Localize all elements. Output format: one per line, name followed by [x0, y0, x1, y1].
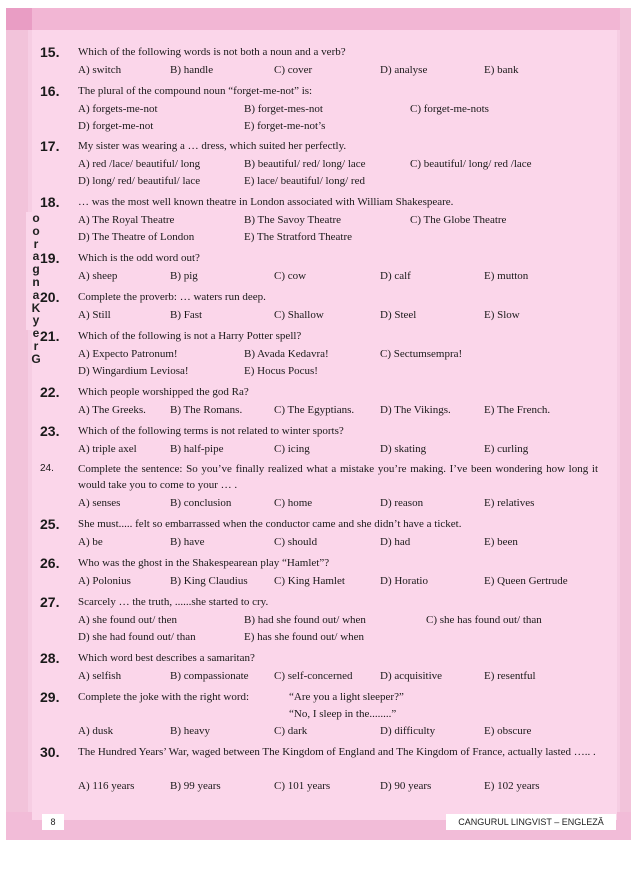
joke-line-1: “Are you a light sleeper?”: [289, 691, 404, 703]
option: D) Wingardium Leviosa!: [78, 365, 189, 377]
options-row: [78, 778, 608, 794]
question-number: 26.: [40, 555, 60, 571]
option: B) The Savoy Theatre: [244, 214, 342, 226]
question-text: Scarcely … the truth, ......she started to cry.: [78, 596, 269, 608]
option: A) Polonius: [78, 575, 131, 587]
option: B) King Claudius: [170, 575, 248, 587]
option: D) long/ red/ beautiful/ lace: [78, 175, 201, 187]
option: A) be: [78, 536, 103, 548]
option: A) switch: [78, 64, 122, 76]
option: C) cover: [274, 64, 313, 76]
question-number: 30.: [40, 744, 60, 760]
option: C) dark: [274, 725, 308, 737]
top-band: [6, 8, 631, 30]
option: A) 116 years: [78, 780, 135, 792]
options-row: [78, 723, 608, 739]
option: D) reason: [380, 497, 424, 509]
question-text: Complete the joke with the right word:: [78, 691, 250, 703]
question-text: Who was the ghost in the Shakespearean play “Hamlet”?: [78, 557, 330, 569]
option: E) The French.: [484, 404, 551, 416]
option: B) half-pipe: [170, 443, 224, 455]
option: C) King Hamlet: [274, 575, 345, 587]
question-text: Which word best describes a samaritan?: [78, 652, 255, 664]
option: B) have: [170, 536, 205, 548]
question-number: 29.: [40, 689, 60, 705]
option: B) Avada Kedavra!: [244, 348, 329, 360]
option: B) 99 years: [170, 780, 221, 792]
option: C) she has found out/ than: [426, 614, 542, 626]
option: E) The Stratford Theatre: [244, 231, 353, 243]
question-text: She must..... felt so embarrassed when the conductor came and she didn’t have a ticket.: [78, 518, 462, 530]
question-number: 25.: [40, 516, 60, 532]
options-row: [78, 212, 608, 228]
question-text: Complete the proverb: … waters run deep.: [78, 291, 266, 303]
option: E) mutton: [484, 270, 529, 282]
option: C) beautiful/ long/ red /lace: [410, 158, 532, 170]
side-letter: G: [31, 351, 41, 366]
options-row: [78, 363, 608, 379]
option: E) bank: [484, 64, 519, 76]
question-number: 17.: [40, 138, 60, 154]
option: D) difficulty: [380, 725, 436, 737]
question-number: 27.: [40, 594, 60, 610]
question-number: 28.: [40, 650, 60, 666]
question-text: Which people worshipped the god Ra?: [78, 386, 249, 398]
footer-title: CANGURUL LINGVIST – ENGLEZĂ: [446, 814, 616, 830]
question-text: Which of the following words is not both a noun and a verb?: [78, 46, 346, 58]
option: E) Queen Gertrude: [484, 575, 568, 587]
option: E) 102 years: [484, 780, 540, 792]
option: E) has she found out/ when: [244, 631, 365, 643]
options-row: [78, 668, 608, 684]
option: A) triple axel: [78, 443, 137, 455]
question-text: The Hundred Years’ War, waged between The Kingdom of England and The Kingdom of France, actually lasted ….. .: [78, 746, 596, 758]
options-row: [78, 101, 608, 117]
option: D) had: [380, 536, 411, 548]
option: D) she had found out/ than: [78, 631, 196, 643]
option: D) analyse: [380, 64, 428, 76]
question-text: Which is the odd word out?: [78, 252, 200, 264]
question-text: Complete the sentence: So you’ve finally realized what a mistake you’re making. I’ve been wondering how long it would take you to come to your … .: [78, 463, 598, 491]
option: C) Sectumsempra!: [380, 348, 463, 360]
option: A) sheep: [78, 270, 118, 282]
option: A) senses: [78, 497, 121, 509]
options-row: [78, 118, 608, 134]
options-row: [78, 495, 608, 511]
question-number: 21.: [40, 328, 60, 344]
option: D) The Theatre of London: [78, 231, 195, 243]
side-letter: a: [32, 287, 40, 302]
option: C) 101 years: [274, 780, 331, 792]
question-text: My sister was wearing a … dress, which suited her perfectly.: [78, 140, 347, 152]
question-text: Which of the following is not a Harry Potter spell?: [78, 330, 302, 342]
option: A) Still: [78, 309, 111, 321]
left-side-band: [6, 30, 28, 840]
side-letter: K: [31, 300, 41, 315]
option: D) The Vikings.: [380, 404, 451, 416]
question-number: 18.: [40, 194, 60, 210]
option: D) calf: [380, 270, 411, 282]
option: A) red /lace/ beautiful/ long: [78, 158, 201, 170]
side-letter: o: [32, 211, 40, 225]
question-text: Which of the following terms is not related to winter sports?: [78, 425, 344, 437]
option: E) relatives: [484, 497, 535, 509]
option: B) The Romans.: [170, 404, 243, 416]
option: E) curling: [484, 443, 529, 455]
side-letter: a: [32, 249, 40, 264]
option: C) forget-me-nots: [410, 103, 489, 115]
option: C) Shallow: [274, 309, 324, 321]
option: E) forget-me-not’s: [244, 120, 326, 132]
option: A) forgets-me-not: [78, 103, 158, 115]
top-corner-block: [6, 8, 32, 30]
option: C) icing: [274, 443, 310, 455]
option: B) Fast: [170, 309, 203, 321]
option: A) dusk: [78, 725, 114, 737]
option: B) pig: [170, 270, 198, 282]
option: E) obscure: [484, 725, 532, 737]
side-letter: y: [32, 313, 40, 328]
option: D) Steel: [380, 309, 417, 321]
question-number: 22.: [40, 384, 60, 400]
side-letter: n: [32, 274, 40, 289]
option: D) Horatio: [380, 575, 428, 587]
options-row: [78, 268, 608, 284]
option: E) resentful: [484, 670, 536, 682]
option: A) Expecto Patronum!: [78, 348, 178, 360]
option: C) The Egyptians.: [274, 404, 355, 416]
question-text: The plural of the compound noun “forget-me-not” is:: [78, 85, 313, 97]
option: B) beautiful/ red/ long/ lace: [244, 158, 366, 170]
option: C) should: [274, 536, 318, 548]
question-text: … was the most well known theatre in London associated with William Shakespeare.: [78, 196, 454, 208]
side-letter: r: [33, 236, 39, 251]
option: B) compassionate: [170, 670, 249, 682]
option: D) forget-me-not: [78, 120, 154, 132]
page-number: 8: [42, 814, 64, 830]
option: D) acquisitive: [380, 670, 443, 682]
question-number: 15.: [40, 44, 60, 60]
question-number: 20.: [40, 289, 60, 305]
side-letter: e: [32, 326, 40, 341]
options-row: [78, 173, 608, 189]
question-number: 16.: [40, 83, 60, 99]
option: D) skating: [380, 443, 427, 455]
option: B) handle: [170, 64, 214, 76]
options-row: [78, 612, 608, 628]
side-vertical-label: [26, 211, 46, 366]
option: D) 90 years: [380, 780, 432, 792]
option: A) The Royal Theatre: [78, 214, 175, 226]
side-letter: o: [32, 223, 40, 238]
option: C) home: [274, 497, 313, 509]
options-row: [78, 307, 608, 323]
side-letter: g: [32, 262, 40, 277]
option: B) forget-mes-not: [244, 103, 323, 115]
options-row: [78, 441, 608, 457]
option: C) cow: [274, 270, 307, 282]
option: E) Hocus Pocus!: [244, 365, 318, 377]
options-row: [78, 346, 608, 362]
option: A) The Greeks.: [78, 404, 146, 416]
options-row: [78, 156, 608, 172]
question-number: 23.: [40, 423, 60, 439]
option: C) The Globe Theatre: [410, 214, 507, 226]
question-number: 24.: [40, 463, 54, 474]
option: A) she found out/ then: [78, 614, 177, 626]
right-side-band: [620, 8, 631, 840]
option: B) heavy: [170, 725, 211, 737]
options-row: [78, 534, 608, 550]
option: A) selfish: [78, 670, 122, 682]
option: C) self-concerned: [274, 670, 353, 682]
options-row: [78, 629, 608, 645]
side-letter: r: [33, 338, 39, 353]
option: E) been: [484, 536, 518, 548]
options-row: [78, 573, 608, 589]
option: B) conclusion: [170, 497, 232, 509]
question-number: 19.: [40, 250, 60, 266]
options-row: [78, 62, 608, 78]
option: B) had she found out/ when: [244, 614, 366, 626]
options-row: [78, 402, 608, 418]
option: E) Slow: [484, 309, 520, 321]
options-row: [78, 229, 608, 245]
option: E) lace/ beautiful/ long/ red: [244, 175, 365, 187]
joke-line-2: “No, I sleep in the........”: [289, 708, 397, 720]
